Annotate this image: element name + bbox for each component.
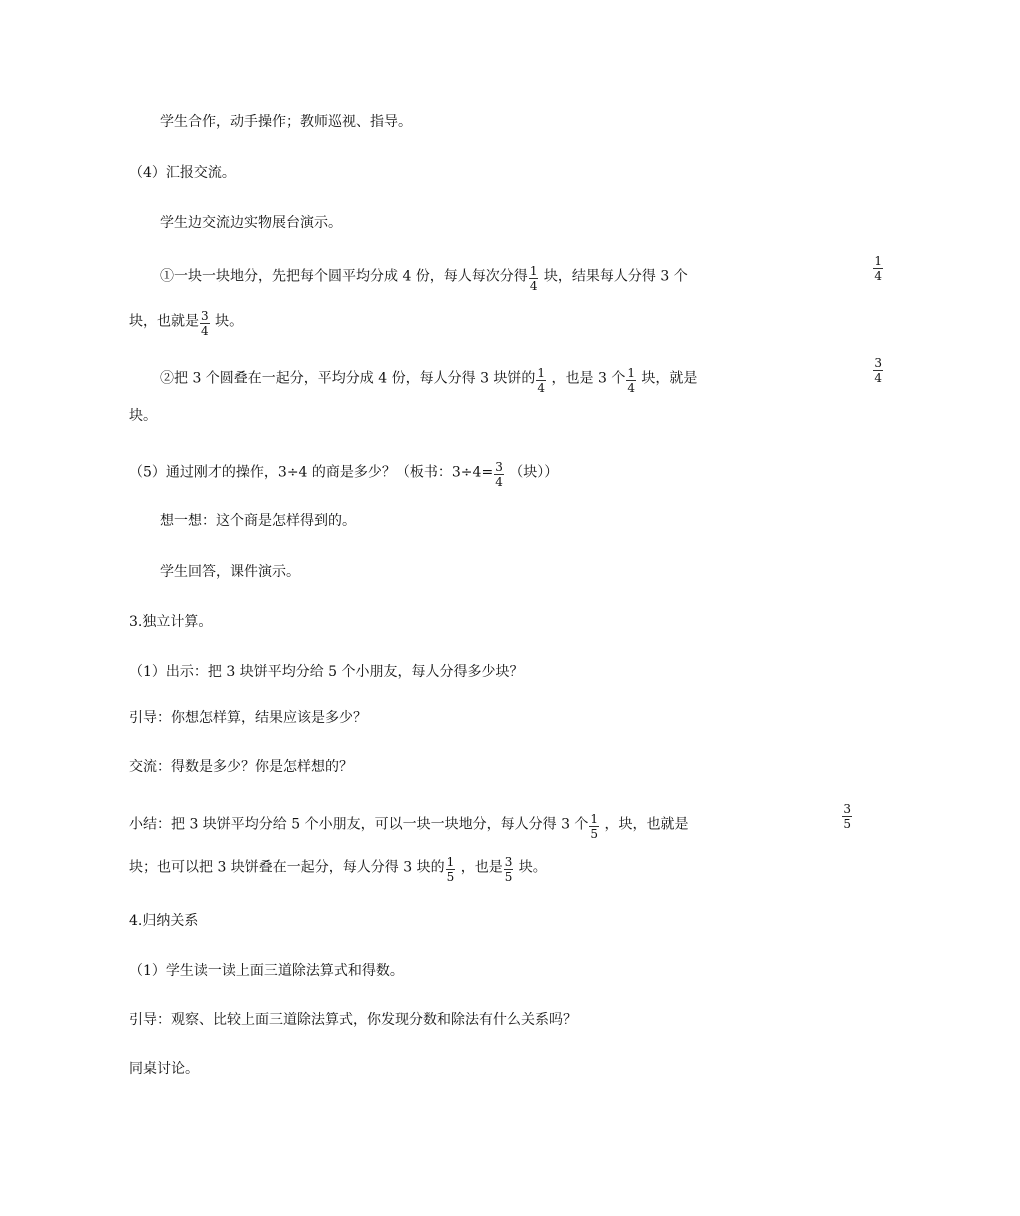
text: 想一想：这个商是怎样得到的。	[160, 513, 356, 529]
text: 块。	[210, 313, 244, 330]
paragraph	[0, 757, 989, 777]
fraction	[529, 264, 539, 293]
paragraph	[0, 1010, 989, 1030]
fraction	[536, 366, 546, 395]
paragraph	[0, 961, 989, 981]
denominator: 4	[537, 381, 546, 395]
text: 块。	[129, 408, 157, 424]
text: （块））	[504, 464, 559, 481]
text: ，也是	[456, 859, 503, 876]
fraction	[200, 309, 210, 338]
paragraph	[0, 254, 1020, 293]
numerator: 1	[529, 264, 538, 278]
paragraph	[0, 511, 1020, 531]
paragraph	[0, 458, 989, 487]
text: 块；也可以把 3 块饼叠在一起分，每人分得 3 块的	[129, 859, 445, 876]
paragraph	[0, 406, 989, 426]
text: 块，也就是	[129, 313, 199, 330]
section-heading	[0, 911, 989, 931]
paragraph	[0, 307, 989, 336]
fraction	[589, 812, 599, 841]
text: （1）出示：把 3 块饼平均分给 5 个小朋友，每人分得多少块？	[129, 664, 524, 680]
text: ②把 3 个圆叠在一起分，平均分成 4 份，每人分得 3 块饼的	[160, 370, 536, 387]
paragraph	[0, 708, 989, 728]
denominator: 5	[843, 817, 851, 831]
fraction	[626, 366, 636, 395]
numerator: 1	[627, 366, 635, 380]
text: 3.独立计算。	[129, 614, 213, 630]
section-heading	[0, 612, 989, 632]
denominator: 4	[627, 381, 635, 395]
text: 学生边交流边实物展台演示。	[160, 215, 342, 231]
fraction	[873, 254, 883, 283]
text: 小结：把 3 块饼平均分给 5 个小朋友，可以一块一块地分，每人分得 3 个	[129, 816, 589, 833]
denominator: 4	[201, 324, 209, 338]
numerator: 1	[874, 254, 882, 268]
numerator: 1	[537, 366, 546, 380]
paragraph	[0, 356, 1020, 395]
numerator: 3	[495, 460, 503, 474]
paragraph	[0, 662, 989, 682]
text: ，也是 3 个	[547, 370, 626, 387]
text: （4）汇报交流。	[129, 165, 236, 181]
text: ①一块一块地分，先把每个圆平均分成 4 份，每人每次分得	[160, 268, 528, 285]
numerator: 3	[843, 802, 851, 816]
numerator: 3	[504, 855, 513, 869]
denominator: 5	[504, 870, 513, 884]
numerator: 3	[201, 309, 209, 323]
text: 块。	[514, 859, 547, 876]
denominator: 4	[874, 269, 882, 283]
denominator: 5	[590, 827, 599, 841]
numerator: 3	[874, 356, 882, 370]
denominator: 4	[529, 279, 538, 293]
text: 学生合作，动手操作；教师巡视、指导。	[160, 114, 412, 130]
text: 引导：你想怎样算，结果应该是多少？	[129, 710, 367, 726]
paragraph	[0, 213, 1020, 233]
paragraph	[0, 1059, 989, 1079]
text: 同桌讨论。	[129, 1061, 199, 1077]
denominator: 5	[446, 870, 455, 884]
paragraph	[0, 163, 989, 183]
numerator: 1	[590, 812, 599, 826]
paragraph	[0, 562, 1020, 582]
denominator: 4	[874, 371, 882, 385]
text: 4.归纳关系	[129, 913, 199, 929]
denominator: 4	[495, 475, 503, 489]
text: 引导：观察、比较上面三道除法算式，你发现分数和除法有什么关系吗？	[129, 1012, 577, 1028]
fraction	[873, 356, 883, 385]
text: ，块，也就是	[600, 816, 689, 833]
text: 交流：得数是多少？你是怎样想的？	[129, 759, 353, 775]
text: （5）通过刚才的操作，3÷4 的商是多少？（板书：3÷4=	[129, 464, 494, 481]
paragraph	[0, 802, 989, 841]
text: （1）学生读一读上面三道除法算式和得数。	[129, 963, 404, 979]
numerator: 1	[446, 855, 455, 869]
text: 块，就是	[636, 370, 698, 387]
paragraph	[0, 853, 989, 882]
fraction	[504, 855, 514, 884]
text: 学生回答，课件演示。	[160, 564, 300, 580]
fraction	[446, 855, 456, 884]
fraction	[494, 460, 504, 489]
paragraph	[0, 112, 1020, 132]
fraction	[842, 802, 852, 831]
text: 块，结果每人分得 3 个	[539, 268, 688, 285]
